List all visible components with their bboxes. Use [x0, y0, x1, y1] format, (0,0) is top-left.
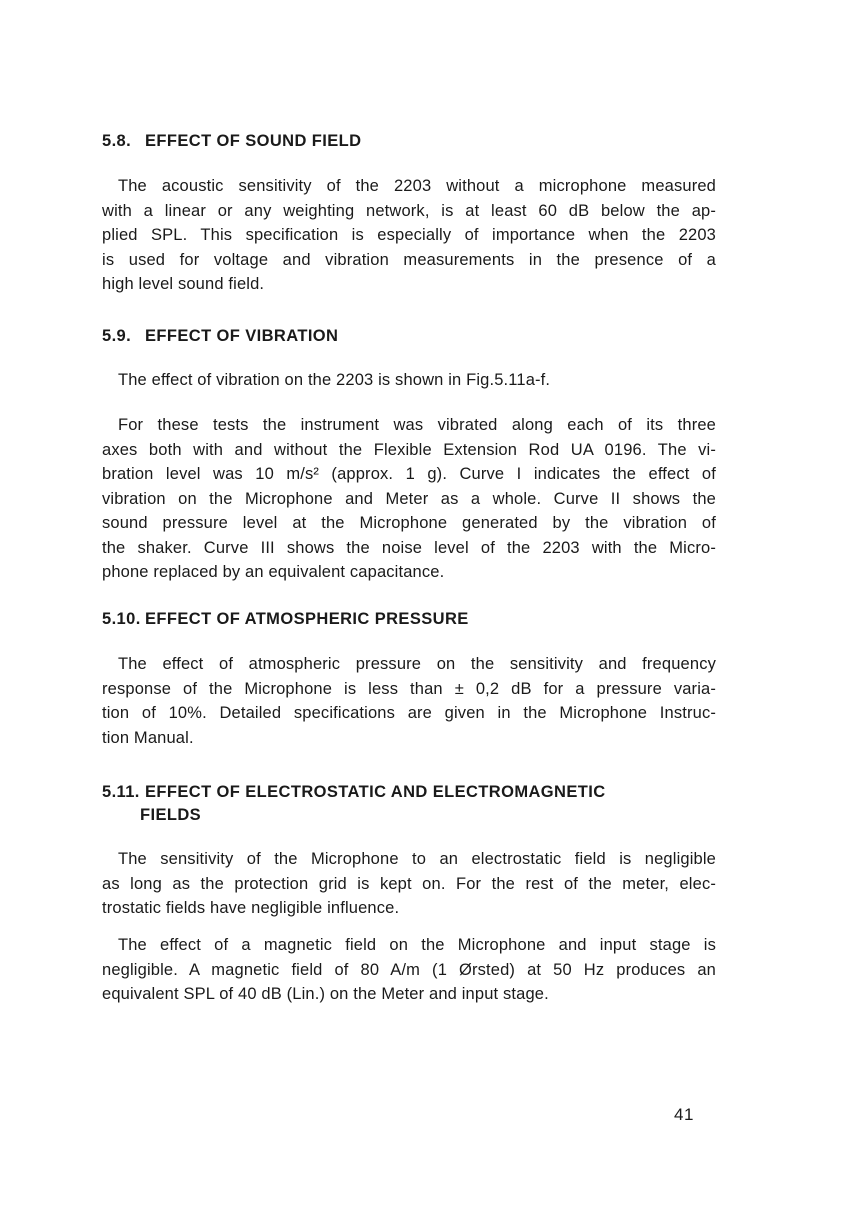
text-line: tion of 10%. Detailed specifications are given in the Microphone Instruc- — [102, 704, 716, 722]
text-line: with a linear or any weighting network, is at least 60 dB below the ap- — [102, 201, 716, 220]
section-title: EFFECT OF ELECTROSTATIC AND ELECTROMAGNETIC — [144, 783, 606, 801]
text-line: is used for voltage and vibration measurements in the presence of a — [102, 250, 716, 269]
section-heading-5-8 — [102, 130, 361, 152]
text-line: For these tests the instrument was vibrated along each of its three — [118, 416, 716, 434]
text-line: equivalent SPL of 40 dB (Lin.) on the Meter and input stage. — [102, 985, 549, 1003]
text-line: as long as the protection grid is kept on. For the rest of the meter, elec- — [102, 874, 716, 893]
section-title: EFFECT OF SOUND FIELD — [144, 132, 362, 150]
section-number: 5.8. — [102, 132, 132, 150]
paragraph-vibration-intro — [102, 368, 716, 393]
text-line: trostatic fields have negligible influence. — [102, 899, 400, 917]
section-title: EFFECT OF VIBRATION — [144, 327, 339, 345]
section-heading-5-11 — [102, 781, 606, 803]
text-line: response of the Microphone is less than ± 0,2 dB for a pressure varia- — [102, 679, 716, 698]
text-line: tion Manual. — [102, 728, 194, 747]
page-number: 41 — [674, 1105, 694, 1124]
text-line: bration level was 10 m/s² (approx. 1 g). Curve I indicates the effect of — [102, 465, 716, 483]
text-line: The effect of a magnetic field on the Microphone and input stage is — [118, 936, 716, 954]
section-number: 5.11. — [102, 783, 140, 801]
paragraph-sound-field — [102, 174, 716, 297]
text-line: axes both with and without the Flexible Extension Rod UA 0196. The vi- — [102, 440, 716, 459]
paragraph-electromagnetic — [102, 933, 716, 1007]
paragraph-atmospheric — [102, 652, 716, 750]
text-line: phone replaced by an equivalent capacitance. — [102, 563, 445, 581]
text-line: plied SPL. This specification is especially of importance when the 2203 — [102, 226, 716, 244]
text-line: the shaker. Curve III shows the noise level of the 2203 with the Micro- — [102, 538, 716, 557]
text-line: The effect of atmospheric pressure on the sensitivity and frequency — [118, 655, 716, 673]
section-heading-5-10 — [102, 608, 469, 630]
section-title: EFFECT OF ATMOSPHERIC PRESSURE — [144, 610, 469, 628]
text-line: negligible. A magnetic field of 80 A/m (1 Ørsted) at 50 Hz produces an — [102, 960, 716, 979]
text-line: The acoustic sensitivity of the 2203 without a microphone measured — [118, 177, 716, 195]
text-line: The sensitivity of the Microphone to an electrostatic field is negligible — [118, 850, 716, 868]
paragraph-vibration-tests — [102, 413, 716, 585]
text-line: vibration on the Microphone and Meter as a whole. Curve II shows the — [102, 489, 716, 508]
section-number: 5.10. — [102, 610, 141, 628]
text-line: sound pressure level at the Microphone generated by the vibration of — [102, 514, 716, 532]
section-heading-5-9 — [102, 325, 338, 347]
section-title-continuation: FIELDS — [140, 806, 202, 824]
text-line: The effect of vibration on the 2203 is shown in Fig.5.11a-f. — [118, 371, 551, 389]
paragraph-electrostatic — [102, 847, 716, 921]
text-line: high level sound field. — [102, 275, 265, 293]
section-number: 5.9. — [102, 327, 132, 345]
